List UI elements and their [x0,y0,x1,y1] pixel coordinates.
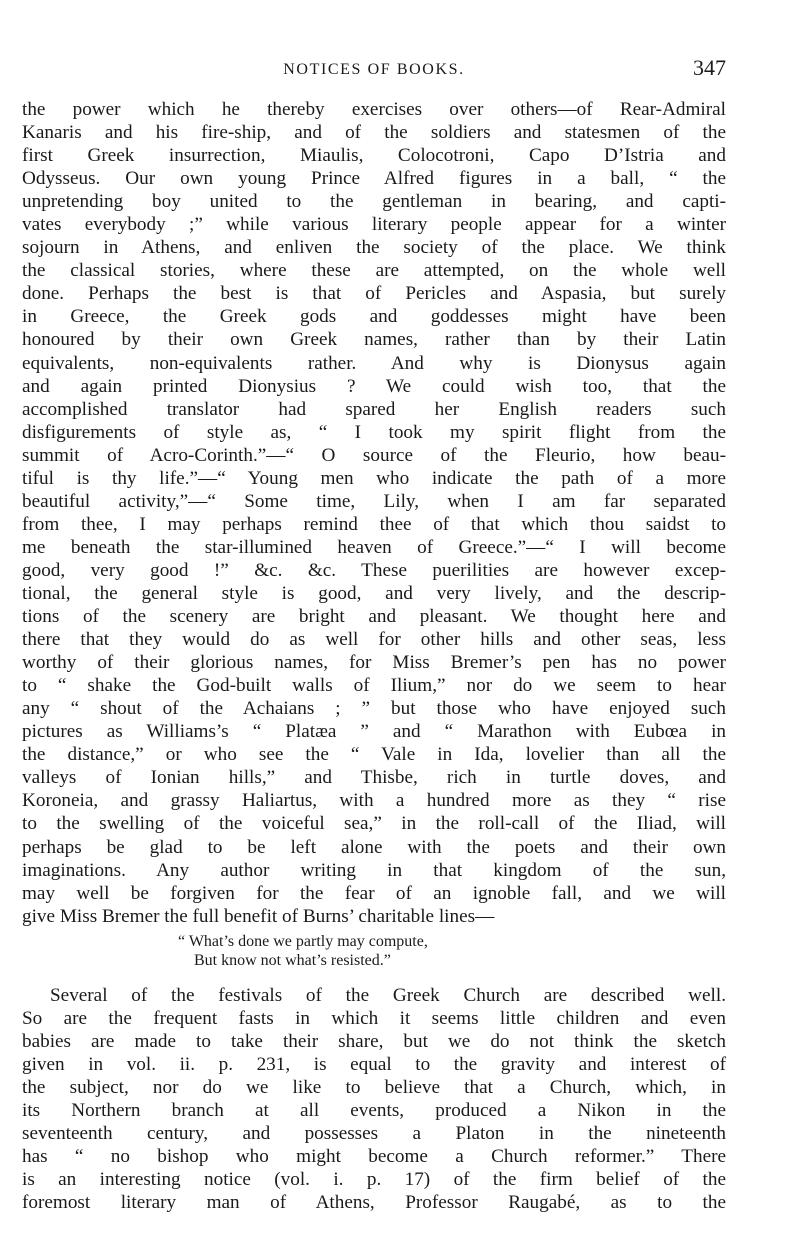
text-line: unpretending boy united to the gentleman in bearing, and capti- [22,191,726,213]
text-line: the power which he thereby exercises over others—of Rear-Admiral [22,99,726,120]
text-line: valleys of Ionian hills,” and Thisbe, rich in turtle doves, and [22,767,726,789]
text-line: may well be forgiven for the fear of an ignoble fall, and we will [22,882,726,904]
text-line: tiful is thy life.”—“ Young men who indicate the path of a more [22,467,726,489]
text-line: give Miss Bremer the full benefit of Burns’ charitable lines— [22,905,495,927]
text-line: disfigurements of style as, “ I took my spirit flight from the [22,421,726,443]
text-line: equivalents, non-equivalents rather. And why is Dionysus again [22,352,726,374]
text-line: babies are made to take their share, but we do not think the sketch [22,1030,726,1052]
text-line: the subject, nor do we like to believe that a Church, which, in [22,1076,726,1098]
text-line: to “ shake the God-built walls of Ilium,” nor do we seem to hear [22,675,726,697]
text-line: pictures as Williams’s “ Platæa ” and “ Marathon with Eubœa in [22,721,726,743]
text-line: beautiful activity,”—“ Some time, Lily, when I am far separated [22,490,726,512]
text-line: Koroneia, and grassy Haliartus, with a hundred more as they “ rise [22,790,726,812]
quote-line: “ What’s done we partly may compute, [178,932,428,950]
text-line: me beneath the star-illumined heaven of Greece.”—“ I will become [22,536,726,558]
text-line: tional, the general style is good, and very lively, and the descrip- [22,582,726,604]
text-line: accomplished translator had spared her English readers such [22,398,726,420]
quote-line: But know not what’s resisted.” [194,951,391,969]
text-line: honoured by their own Greek names, rather than by their Latin [22,329,726,351]
running-header [22,55,726,83]
text-line: is an interesting notice (vol. i. p. 17) of the firm belief of the [22,1169,726,1191]
text-line: done. Perhaps the best is that of Pericles and Aspasia, but surely [22,283,726,305]
text-line: tions of the scenery are bright and pleasant. We thought here and [22,606,726,628]
text-line: there that they would do as well for other hills and other seas, less [22,629,726,651]
text-line: seventeenth century, and possesses a Platon in the nineteenth [22,1122,726,1144]
text-line: Odysseus. Our own young Prince Alfred figures in a ball, “ the [22,168,726,190]
block-quote [22,932,726,970]
header-title: NOTICES OF BOOKS. [283,61,465,78]
text-line: Several of the festivals of the Greek Church are described well. [50,984,726,1006]
text-line: first Greek insurrection, Miaulis, Colocotroni, Capo D’Istria and [22,145,726,167]
text-line: given in vol. ii. p. 231, is equal to the gravity and interest of [22,1053,726,1075]
page-number: 347 [693,55,726,80]
text-line: and again printed Dionysius ? We could wish too, that the [22,375,726,397]
text-line: foremost literary man of Athens, Professor Raugabé, as to the [22,1192,726,1214]
text-line: good, very good !” &c. &c. These puerilities are however excep- [22,559,726,581]
text-line: has “ no bishop who might become a Church reformer.” There [22,1146,726,1168]
text-line: to the swelling of the voiceful sea,” in the roll-call of the Iliad, will [22,813,726,835]
text-line: summit of Acro-Corinth.”—“ O source of the Fleurio, how beau- [22,444,726,466]
paragraph-1 [22,98,726,928]
text-line: Kanaris and his fire-ship, and of the soldiers and statesmen of the [22,122,726,144]
text-line: the distance,” or who see the “ Vale in Ida, lovelier than all the [22,744,726,766]
text-line: perhaps be glad to be left alone with the poets and their own [22,836,726,858]
paragraph-2 [22,984,726,1214]
text-line: in Greece, the Greek gods and goddesses might have been [22,306,726,328]
text-line: worthy of their glorious names, for Miss Bremer’s pen has no power [22,652,726,674]
text-line: imaginations. Any author writing in that kingdom of the sun, [22,859,726,881]
text-line: So are the frequent fasts in which it seems little children and even [22,1007,726,1029]
text-line: the classical stories, where these are attempted, on the whole well [22,260,726,282]
text-line: any “ shout of the Achaians ; ” but those who have enjoyed such [22,698,726,720]
text-line: its Northern branch at all events, produced a Nikon in the [22,1099,726,1121]
body-text [22,98,726,1214]
text-line: from thee, I may perhaps remind thee of that which thou saidst to [22,513,726,535]
text-line: sojourn in Athens, and enliven the society of the place. We think [22,237,726,259]
text-line: vates everybody ;” while various literary people appear for a winter [22,214,726,236]
